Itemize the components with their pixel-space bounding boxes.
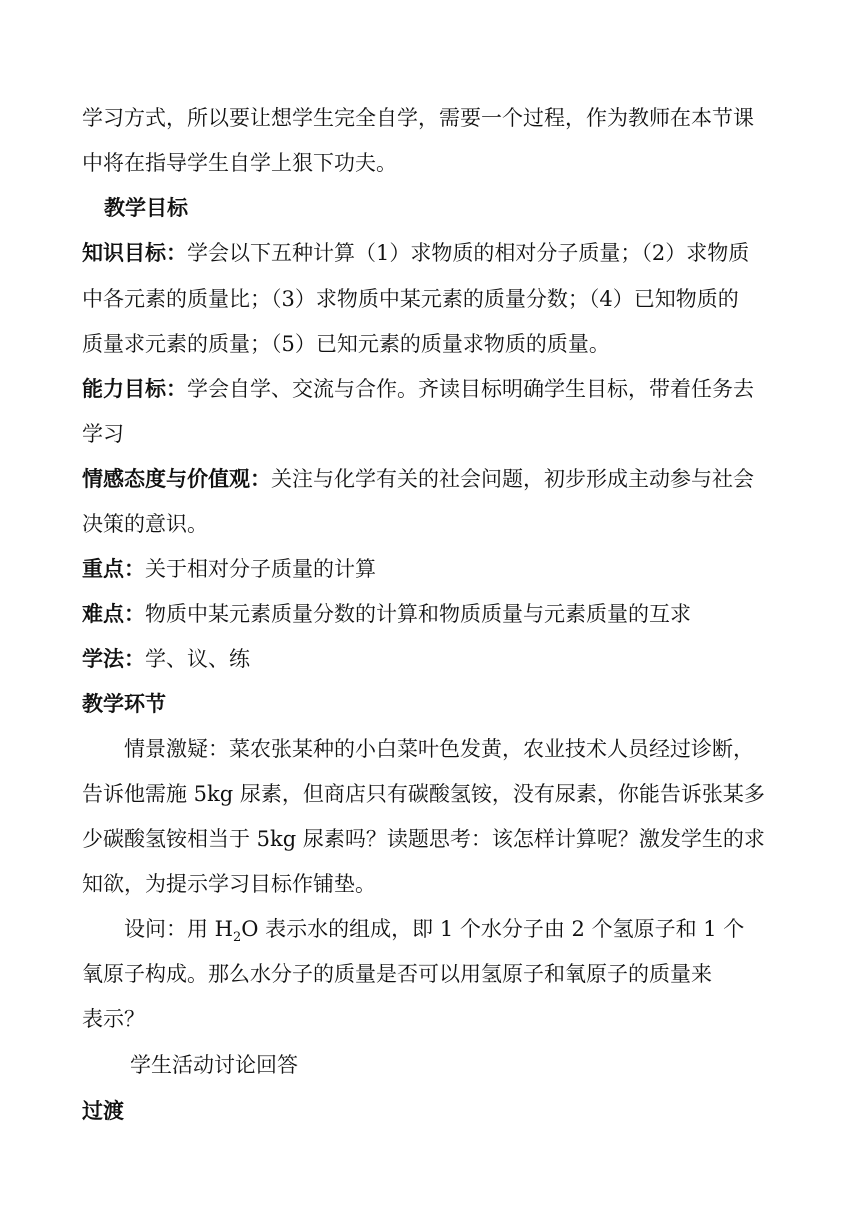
section-heading-steps: 教学环节 <box>82 692 166 716</box>
paragraph-line: 中各元素的质量比；（3）求物质中某元素的质量分数；（4）已知物质的 <box>82 287 739 311</box>
ability-objective-line <box>82 374 754 404</box>
difficulty-line <box>82 599 691 629</box>
paragraph-line: 决策的意识。 <box>82 512 208 536</box>
paragraph-line: 学习 <box>82 422 124 446</box>
subscript-digit: 2 <box>233 930 242 945</box>
method-line <box>82 644 250 674</box>
key-point-line <box>82 554 376 584</box>
paragraph-line: 知欲，为提示学习目标作铺垫。 <box>82 872 376 896</box>
paragraph-line: 情景激疑：菜农张某种的小白菜叶色发黄，农业技术人员经过诊断， <box>124 737 754 761</box>
difficulty-label: 难点： <box>82 602 145 626</box>
section-heading-transition: 过渡 <box>82 1099 124 1123</box>
emotion-objective-line <box>82 464 754 494</box>
knowledge-objective-text: 学会以下五种计算（1）求物质的相对分子质量；（2）求物质 <box>187 241 750 265</box>
knowledge-objective-line <box>82 238 749 268</box>
question-text-end: O 表示水的组成，即 1 个水分子由 2 个氢原子和 1 个 <box>241 917 745 941</box>
emotion-objective-text: 关注与化学有关的社会问题，初步形成主动参与社会 <box>271 467 754 491</box>
paragraph-line: 少碳酸氢铵相当于 5kg 尿素吗？读题思考：该怎样计算呢？激发学生的求 <box>82 827 765 851</box>
question-text-start: 设问：用 H <box>124 917 233 941</box>
difficulty-text: 物质中某元素质量分数的计算和物质质量与元素质量的互求 <box>145 602 691 626</box>
section-heading-objectives: 教学目标 <box>104 196 188 220</box>
knowledge-objective-label: 知识目标： <box>82 241 187 265</box>
method-label: 学法： <box>82 647 145 671</box>
paragraph-line: 质量求元素的质量；（5）已知元素的质量求物质的质量。 <box>82 332 610 356</box>
paragraph-line: 中将在指导学生自学上狠下功夫。 <box>82 151 397 175</box>
key-point-label: 重点： <box>82 557 145 581</box>
question-line <box>124 914 744 944</box>
ability-objective-label: 能力目标： <box>82 377 187 401</box>
activity-line: 学生活动讨论回答 <box>130 1053 298 1077</box>
paragraph-line: 学习方式，所以要让想学生完全自学，需要一个过程，作为教师在本节课 <box>82 106 754 130</box>
paragraph-line: 告诉他需施 5kg 尿素，但商店只有碳酸氢铵，没有尿素，你能告诉张某多 <box>82 782 765 806</box>
paragraph-line: 氧原子构成。那么水分子的质量是否可以用氢原子和氧原子的质量来 <box>82 962 712 986</box>
ability-objective-text: 学会自学、交流与合作。齐读目标明确学生目标，带着任务去 <box>187 377 754 401</box>
emotion-objective-label: 情感态度与价值观： <box>82 467 271 491</box>
paragraph-line: 表示？ <box>82 1007 145 1031</box>
method-text: 学、议、练 <box>145 647 250 671</box>
key-point-text: 关于相对分子质量的计算 <box>145 557 376 581</box>
